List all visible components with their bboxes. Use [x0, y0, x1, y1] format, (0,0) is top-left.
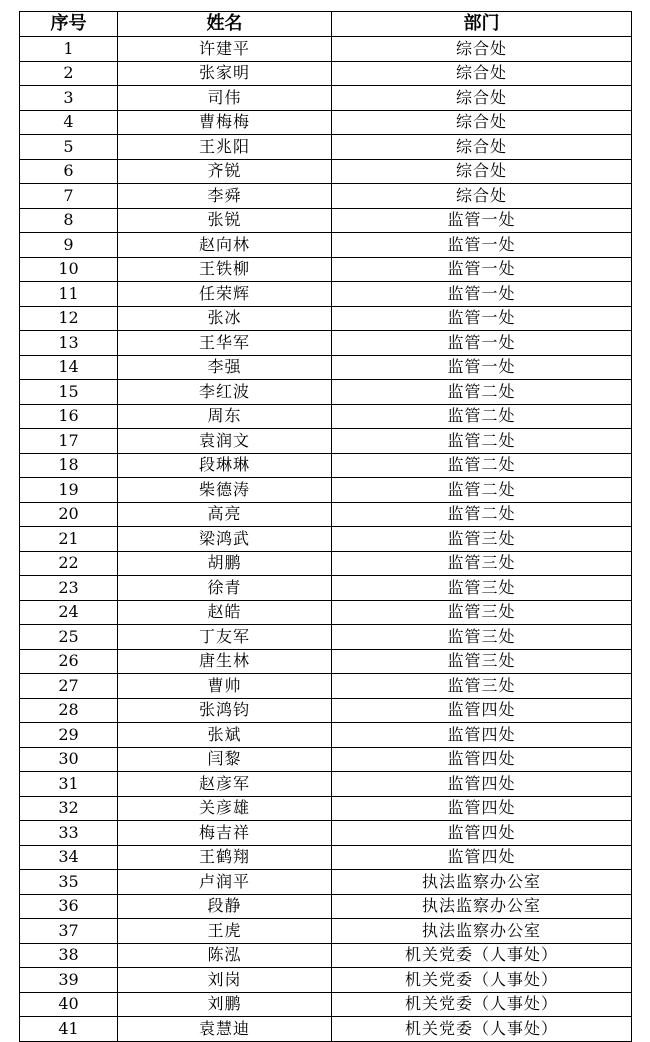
serial-number-cell: 25	[20, 625, 118, 650]
name-cell: 李舜	[118, 184, 332, 209]
name-cell: 赵彦军	[118, 772, 332, 797]
table-row	[20, 992, 632, 1017]
table-row	[20, 1017, 632, 1042]
table-row	[20, 86, 632, 111]
department-cell: 监管三处	[332, 600, 632, 625]
table-row	[20, 845, 632, 870]
name-cell: 齐锐	[118, 159, 332, 184]
name-cell: 曹梅梅	[118, 110, 332, 135]
name-cell: 关彦雄	[118, 796, 332, 821]
department-cell: 监管四处	[332, 821, 632, 846]
serial-number-cell: 14	[20, 355, 118, 380]
table-body	[20, 37, 632, 1042]
department-cell: 监管三处	[332, 576, 632, 601]
department-cell: 综合处	[332, 184, 632, 209]
serial-number-cell: 30	[20, 747, 118, 772]
serial-number-cell: 4	[20, 110, 118, 135]
name-cell: 刘岗	[118, 968, 332, 993]
name-cell: 李红波	[118, 380, 332, 405]
name-cell: 王鹤翔	[118, 845, 332, 870]
serial-number-cell: 29	[20, 723, 118, 748]
department-cell: 监管一处	[332, 331, 632, 356]
name-cell: 王虎	[118, 919, 332, 944]
serial-number-cell: 32	[20, 796, 118, 821]
serial-number-cell: 39	[20, 968, 118, 993]
department-cell: 监管四处	[332, 772, 632, 797]
serial-number-cell: 16	[20, 404, 118, 429]
name-cell: 张冰	[118, 306, 332, 331]
name-cell: 王铁柳	[118, 257, 332, 282]
department-cell: 监管二处	[332, 453, 632, 478]
department-cell: 监管二处	[332, 429, 632, 454]
name-cell: 袁慧迪	[118, 1017, 332, 1042]
department-cell: 执法监察办公室	[332, 919, 632, 944]
table-row	[20, 821, 632, 846]
table-row	[20, 110, 632, 135]
name-cell: 张鸿钧	[118, 698, 332, 723]
department-cell: 监管二处	[332, 478, 632, 503]
department-cell: 监管四处	[332, 796, 632, 821]
serial-number-cell: 31	[20, 772, 118, 797]
serial-number-cell: 11	[20, 282, 118, 307]
department-cell: 监管一处	[332, 282, 632, 307]
department-cell: 综合处	[332, 61, 632, 86]
name-cell: 许建平	[118, 37, 332, 62]
table-row	[20, 233, 632, 258]
name-cell: 胡鹏	[118, 551, 332, 576]
serial-number-cell: 22	[20, 551, 118, 576]
serial-number-cell: 17	[20, 429, 118, 454]
table-row	[20, 306, 632, 331]
table-row	[20, 625, 632, 650]
department-cell: 综合处	[332, 86, 632, 111]
serial-number-cell: 7	[20, 184, 118, 209]
serial-number-cell: 41	[20, 1017, 118, 1042]
name-cell: 柴德涛	[118, 478, 332, 503]
name-cell: 段琳琳	[118, 453, 332, 478]
table-row	[20, 502, 632, 527]
name-cell: 徐青	[118, 576, 332, 601]
serial-number-cell: 37	[20, 919, 118, 944]
serial-number-cell: 12	[20, 306, 118, 331]
department-cell: 监管二处	[332, 502, 632, 527]
header-name: 姓名	[118, 12, 332, 37]
name-cell: 段静	[118, 894, 332, 919]
department-cell: 监管三处	[332, 649, 632, 674]
serial-number-cell: 40	[20, 992, 118, 1017]
department-cell: 监管一处	[332, 257, 632, 282]
name-cell: 闫黎	[118, 747, 332, 772]
department-cell: 综合处	[332, 37, 632, 62]
table-row	[20, 527, 632, 552]
serial-number-cell: 6	[20, 159, 118, 184]
personnel-table	[19, 11, 632, 1042]
name-cell: 卢润平	[118, 870, 332, 895]
table-row	[20, 208, 632, 233]
header-serial-number: 序号	[20, 12, 118, 37]
name-cell: 梅吉祥	[118, 821, 332, 846]
table-row	[20, 453, 632, 478]
department-cell: 监管四处	[332, 723, 632, 748]
department-cell: 综合处	[332, 135, 632, 160]
name-cell: 梁鸿武	[118, 527, 332, 552]
serial-number-cell: 21	[20, 527, 118, 552]
table-row	[20, 576, 632, 601]
name-cell: 张家明	[118, 61, 332, 86]
table-row	[20, 257, 632, 282]
serial-number-cell: 38	[20, 943, 118, 968]
name-cell: 赵皓	[118, 600, 332, 625]
table-row	[20, 870, 632, 895]
table-row	[20, 37, 632, 62]
department-cell: 机关党委（人事处）	[332, 943, 632, 968]
serial-number-cell: 3	[20, 86, 118, 111]
name-cell: 曹帅	[118, 674, 332, 699]
table-row	[20, 968, 632, 993]
table-row	[20, 747, 632, 772]
department-cell: 监管一处	[332, 208, 632, 233]
serial-number-cell: 9	[20, 233, 118, 258]
department-cell: 监管四处	[332, 747, 632, 772]
department-cell: 机关党委（人事处）	[332, 968, 632, 993]
department-cell: 监管四处	[332, 845, 632, 870]
name-cell: 周东	[118, 404, 332, 429]
table-row	[20, 135, 632, 160]
department-cell: 监管三处	[332, 625, 632, 650]
serial-number-cell: 34	[20, 845, 118, 870]
department-cell: 监管三处	[332, 527, 632, 552]
serial-number-cell: 19	[20, 478, 118, 503]
table-row	[20, 698, 632, 723]
name-cell: 张斌	[118, 723, 332, 748]
table-row	[20, 674, 632, 699]
serial-number-cell: 15	[20, 380, 118, 405]
serial-number-cell: 23	[20, 576, 118, 601]
serial-number-cell: 28	[20, 698, 118, 723]
table-row	[20, 600, 632, 625]
table-row	[20, 796, 632, 821]
name-cell: 唐生林	[118, 649, 332, 674]
department-cell: 监管二处	[332, 404, 632, 429]
department-cell: 监管一处	[332, 306, 632, 331]
department-cell: 机关党委（人事处）	[332, 992, 632, 1017]
department-cell: 监管二处	[332, 380, 632, 405]
serial-number-cell: 35	[20, 870, 118, 895]
serial-number-cell: 33	[20, 821, 118, 846]
name-cell: 李强	[118, 355, 332, 380]
table-row	[20, 159, 632, 184]
table-row	[20, 282, 632, 307]
table-row	[20, 184, 632, 209]
department-cell: 执法监察办公室	[332, 870, 632, 895]
department-cell: 监管一处	[332, 355, 632, 380]
department-cell: 监管三处	[332, 674, 632, 699]
department-cell: 执法监察办公室	[332, 894, 632, 919]
name-cell: 司伟	[118, 86, 332, 111]
table-row	[20, 551, 632, 576]
table-row	[20, 331, 632, 356]
table-row	[20, 429, 632, 454]
header-department: 部门	[332, 12, 632, 37]
department-cell: 综合处	[332, 159, 632, 184]
serial-number-cell: 13	[20, 331, 118, 356]
department-cell: 监管一处	[332, 233, 632, 258]
table-row	[20, 404, 632, 429]
name-cell: 王华军	[118, 331, 332, 356]
table-row	[20, 649, 632, 674]
serial-number-cell: 24	[20, 600, 118, 625]
name-cell: 丁友军	[118, 625, 332, 650]
table-row	[20, 723, 632, 748]
name-cell: 陈泓	[118, 943, 332, 968]
name-cell: 袁润文	[118, 429, 332, 454]
name-cell: 张锐	[118, 208, 332, 233]
serial-number-cell: 8	[20, 208, 118, 233]
serial-number-cell: 36	[20, 894, 118, 919]
table-row	[20, 772, 632, 797]
department-cell: 监管四处	[332, 698, 632, 723]
header-row	[20, 12, 632, 37]
table-row	[20, 355, 632, 380]
table-row	[20, 61, 632, 86]
table-row	[20, 478, 632, 503]
serial-number-cell: 27	[20, 674, 118, 699]
serial-number-cell: 20	[20, 502, 118, 527]
name-cell: 高亮	[118, 502, 332, 527]
serial-number-cell: 18	[20, 453, 118, 478]
name-cell: 王兆阳	[118, 135, 332, 160]
table-row	[20, 943, 632, 968]
name-cell: 刘鹏	[118, 992, 332, 1017]
name-cell: 任荣辉	[118, 282, 332, 307]
name-cell: 赵向林	[118, 233, 332, 258]
department-cell: 监管三处	[332, 551, 632, 576]
serial-number-cell: 10	[20, 257, 118, 282]
serial-number-cell: 26	[20, 649, 118, 674]
serial-number-cell: 1	[20, 37, 118, 62]
department-cell: 综合处	[332, 110, 632, 135]
serial-number-cell: 5	[20, 135, 118, 160]
table-row	[20, 894, 632, 919]
department-cell: 机关党委（人事处）	[332, 1017, 632, 1042]
table-row	[20, 919, 632, 944]
table-row	[20, 380, 632, 405]
serial-number-cell: 2	[20, 61, 118, 86]
